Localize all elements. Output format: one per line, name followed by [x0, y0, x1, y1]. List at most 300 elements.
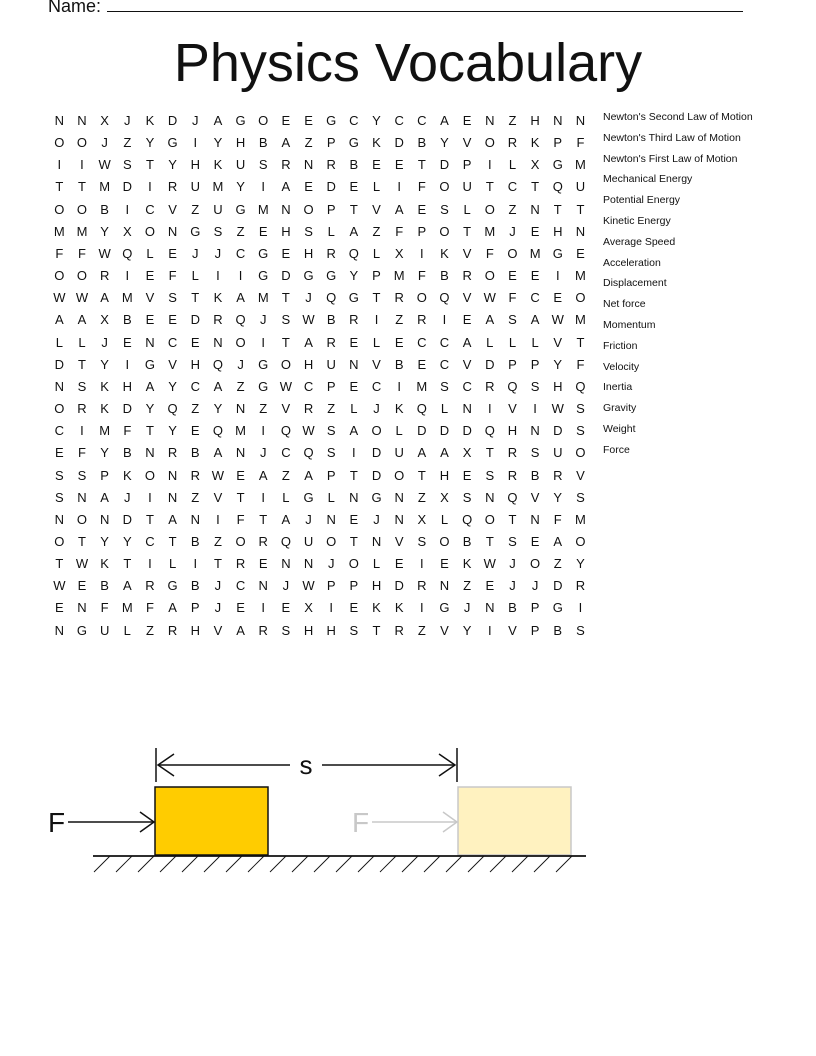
grid-letter: E	[349, 378, 359, 394]
grid-letter: S	[326, 445, 336, 461]
name-blank-line	[107, 0, 743, 12]
grid-letter: E	[440, 556, 449, 572]
grid-letter: H	[122, 378, 132, 394]
grid-letter: A	[100, 489, 109, 505]
grid-letter: X	[122, 223, 132, 239]
grid-letter: N	[371, 533, 382, 549]
grid-letter: S	[530, 378, 540, 394]
grid-letter: E	[304, 179, 313, 195]
grid-letter: E	[236, 467, 245, 483]
grid-letter: N	[54, 622, 65, 638]
grid-letter: C	[54, 423, 65, 439]
grid-letter: S	[417, 533, 427, 549]
grid-letter: W	[98, 157, 111, 173]
grid-letter: U	[462, 179, 472, 195]
grid-letter: O	[484, 201, 495, 217]
grid-letter: G	[552, 600, 563, 616]
grid-letter: I	[420, 556, 424, 572]
grid-letter: S	[508, 533, 517, 549]
grid-letter: P	[326, 201, 336, 217]
grid-letter: R	[349, 312, 359, 328]
grid-letter: B	[190, 445, 200, 461]
grid-letter: F	[553, 511, 562, 527]
grid-letter: N	[485, 600, 495, 616]
grid-letter: D	[167, 113, 178, 128]
grid-letter: M	[99, 179, 111, 195]
grid-letter: T	[281, 334, 290, 350]
name-field	[48, 0, 743, 17]
grid-letter: E	[417, 201, 427, 217]
grid-letter: Q	[326, 290, 337, 306]
grid-letter: V	[372, 356, 381, 372]
grid-letter: I	[148, 489, 152, 505]
grid-letter: W	[551, 312, 564, 328]
grid-letter: D	[485, 356, 495, 372]
grid-letter: Z	[213, 533, 222, 549]
grid-row	[48, 132, 592, 154]
grid-letter: E	[168, 245, 177, 261]
grid-letter: I	[148, 556, 152, 572]
grid-letter: E	[394, 556, 404, 572]
grid-letter: G	[258, 356, 269, 372]
grid-letter: H	[190, 157, 200, 173]
grid-letter: T	[531, 179, 540, 195]
hatch-line	[314, 856, 330, 872]
grid-row	[48, 354, 592, 376]
grid-letter: R	[394, 622, 404, 638]
grid-letter: R	[507, 445, 518, 461]
grid-letter: J	[101, 135, 108, 151]
grid-letter: X	[304, 600, 313, 616]
grid-letter: Y	[576, 556, 585, 572]
grid-letter: S	[508, 312, 517, 328]
grid-row	[48, 420, 592, 442]
grid-letter: O	[439, 533, 450, 549]
grid-row	[48, 376, 592, 398]
grid-letter: G	[167, 135, 178, 151]
grid-letter: J	[509, 556, 516, 572]
grid-letter: B	[349, 157, 359, 173]
grid-letter: A	[145, 378, 155, 394]
word-search-grid	[48, 110, 592, 642]
grid-letter: N	[530, 423, 540, 439]
grid-letter: E	[394, 157, 404, 173]
grid-letter: Q	[303, 445, 314, 461]
grid-letter: H	[303, 245, 314, 261]
grid-letter: W	[211, 467, 225, 483]
grid-letter: X	[417, 511, 427, 527]
grid-letter: W	[302, 423, 315, 439]
grid-letter: N	[575, 113, 586, 128]
grid-letter: B	[326, 312, 336, 328]
grid-letter: C	[371, 378, 382, 394]
grid-row	[48, 553, 592, 575]
grid-letter: E	[462, 113, 472, 128]
grid-letter: N	[530, 201, 540, 217]
grid-letter: L	[327, 223, 335, 239]
grid-letter: I	[397, 378, 401, 394]
grid-letter: Z	[281, 467, 290, 483]
grid-letter: A	[417, 445, 427, 461]
grid-letter: V	[213, 622, 223, 638]
grid-letter: Y	[236, 179, 245, 195]
grid-letter: N	[462, 401, 472, 417]
grid-letter: J	[509, 578, 516, 594]
hatch-line	[446, 856, 462, 872]
grid-letter: T	[349, 467, 358, 483]
grid-letter: R	[507, 467, 518, 483]
grid-letter: I	[238, 268, 243, 284]
grid-letter: I	[80, 423, 84, 439]
grid-letter: K	[372, 600, 381, 616]
grid-letter: C	[417, 334, 427, 350]
grid-letter: A	[236, 622, 245, 638]
grid-letter: D	[394, 578, 404, 594]
grid-letter: P	[326, 467, 336, 483]
grid-letter: R	[394, 290, 404, 306]
grid-letter: N	[349, 356, 359, 372]
force-label-ghost: F	[352, 807, 370, 838]
grid-letter: D	[371, 467, 382, 483]
grid-letter: J	[101, 334, 108, 350]
grid-letter: I	[261, 600, 266, 616]
grid-letter: N	[485, 489, 495, 505]
grid-letter: T	[145, 511, 154, 527]
grid-letter: O	[76, 511, 88, 527]
grid-row	[48, 442, 592, 464]
grid-letter: Y	[553, 356, 563, 372]
grid-letter: S	[462, 489, 472, 505]
grid-letter: R	[167, 445, 178, 461]
grid-letter: C	[167, 334, 178, 350]
grid-letter: K	[100, 378, 109, 394]
grid-letter: O	[484, 511, 495, 527]
grid-letter: W	[483, 290, 496, 306]
grid-letter: W	[75, 556, 89, 572]
grid-letter: F	[417, 268, 426, 284]
grid-letter: R	[167, 622, 178, 638]
grid-letter: T	[576, 201, 585, 217]
grid-letter: G	[326, 268, 337, 284]
grid-letter: C	[145, 533, 155, 549]
grid-letter: L	[531, 334, 539, 350]
grid-letter: P	[349, 578, 359, 594]
grid-letter: N	[145, 445, 155, 461]
grid-letter: J	[237, 356, 244, 372]
grid-letter: I	[125, 268, 130, 284]
grid-letter: Z	[553, 556, 562, 572]
word-list-item: Kinetic Energy	[603, 214, 671, 227]
grid-letter: G	[552, 157, 563, 173]
grid-letter: E	[485, 578, 495, 594]
grid-letter: P	[326, 578, 336, 594]
grid-letter: D	[54, 356, 65, 372]
word-list	[603, 108, 813, 462]
grid-letter: T	[78, 533, 86, 549]
grid-letter: G	[167, 578, 178, 594]
grid-letter: V	[462, 290, 472, 306]
grid-letter: L	[191, 268, 199, 284]
hatch-line	[94, 856, 110, 872]
grid-letter: L	[372, 334, 381, 350]
word-list-item: Velocity	[603, 360, 640, 373]
grid-letter: O	[144, 467, 156, 483]
grid-letter: A	[440, 113, 449, 128]
grid-letter: J	[124, 113, 131, 128]
grid-letter: V	[168, 356, 177, 372]
grid-row	[48, 309, 592, 331]
grid-letter: O	[54, 401, 65, 417]
grid-letter: O	[54, 135, 65, 151]
grid-letter: O	[575, 290, 586, 306]
grid-letter: I	[420, 245, 424, 261]
grid-letter: N	[258, 578, 268, 594]
grid-letter: P	[326, 135, 336, 151]
grid-letter: F	[168, 268, 177, 284]
grid-letter: U	[394, 445, 404, 461]
grid-letter: Z	[123, 135, 132, 151]
grid-letter: S	[77, 378, 87, 394]
grid-letter: I	[487, 622, 492, 638]
grid-letter: F	[123, 423, 132, 439]
grid-letter: E	[258, 223, 268, 239]
grid-letter: U	[575, 179, 586, 195]
grid-letter: Y	[145, 401, 155, 417]
word-list-item: Newton's First Law of Motion	[603, 152, 738, 165]
grid-letter: N	[485, 113, 495, 128]
grid-letter: N	[349, 489, 359, 505]
grid-letter: S	[530, 445, 540, 461]
grid-letter: I	[352, 445, 356, 461]
grid-letter: R	[190, 467, 200, 483]
grid-letter: T	[78, 179, 86, 195]
grid-letter: O	[371, 423, 382, 439]
block-ghost	[458, 787, 571, 855]
grid-letter: O	[416, 290, 427, 306]
grid-letter: H	[235, 135, 246, 151]
grid-letter: U	[553, 445, 563, 461]
grid-letter: R	[462, 268, 472, 284]
grid-letter: P	[462, 157, 472, 173]
grid-letter: P	[530, 622, 540, 638]
grid-letter: V	[508, 401, 517, 417]
grid-letter: S	[77, 467, 87, 483]
grid-letter: G	[258, 245, 269, 261]
grid-letter: M	[235, 423, 246, 439]
grid-letter: E	[349, 179, 359, 195]
grid-letter: T	[213, 556, 222, 572]
grid-letter: A	[213, 378, 223, 394]
grid-letter: C	[530, 290, 540, 306]
grid-letter: I	[487, 401, 492, 417]
grid-row	[48, 265, 592, 287]
grid-letter: T	[372, 290, 381, 306]
grid-letter: O	[76, 268, 88, 284]
grid-letter: A	[77, 312, 87, 328]
grid-letter: A	[462, 334, 472, 350]
grid-letter: K	[213, 290, 223, 306]
grid-letter: A	[213, 113, 223, 128]
grid-letter: G	[348, 290, 359, 306]
grid-letter: G	[258, 268, 269, 284]
grid-letter: Q	[122, 245, 133, 261]
grid-letter: R	[507, 135, 518, 151]
hatch-line	[270, 856, 286, 872]
grid-letter: R	[99, 268, 110, 284]
grid-letter: J	[214, 578, 222, 594]
grid-letter: F	[78, 245, 86, 261]
grid-letter: O	[507, 245, 518, 261]
grid-letter: Y	[553, 489, 563, 505]
hatch-line	[138, 856, 154, 872]
grid-letter: E	[530, 268, 540, 284]
grid-letter: R	[575, 578, 586, 594]
grid-letter: K	[394, 401, 404, 417]
grid-letter: F	[417, 179, 426, 195]
grid-letter: O	[394, 467, 405, 483]
grid-letter: Y	[168, 157, 177, 173]
grid-letter: C	[303, 378, 314, 394]
grid-letter: J	[259, 312, 267, 328]
grid-letter: Q	[348, 245, 359, 261]
grid-letter: N	[54, 511, 65, 527]
grid-letter: I	[374, 312, 379, 328]
grid-letter: T	[281, 290, 290, 306]
grid-letter: A	[304, 467, 313, 483]
grid-letter: H	[303, 356, 314, 372]
grid-letter: E	[508, 268, 517, 284]
grid-letter: L	[146, 245, 154, 261]
grid-letter: V	[372, 201, 381, 217]
grid-letter: T	[485, 533, 494, 549]
grid-letter: W	[302, 312, 315, 328]
grid-letter: K	[530, 135, 540, 151]
grid-letter: O	[144, 223, 156, 239]
grid-letter: A	[281, 511, 291, 527]
grid-letter: T	[236, 489, 245, 505]
grid-letter: J	[463, 600, 471, 616]
grid-letter: W	[53, 578, 66, 594]
grid-letter: B	[417, 135, 427, 151]
grid-letter: R	[213, 312, 223, 328]
grid-letter: T	[485, 179, 494, 195]
grid-letter: A	[258, 467, 268, 483]
grid-letter: E	[417, 356, 427, 372]
grid-letter: F	[236, 511, 245, 527]
grid-letter: S	[281, 312, 291, 328]
grid-letter: O	[235, 533, 246, 549]
grid-letter: H	[190, 356, 200, 372]
grid-letter: G	[235, 201, 246, 217]
grid-letter: H	[371, 578, 382, 594]
grid-letter: Q	[416, 401, 427, 417]
grid-letter: G	[552, 245, 563, 261]
grid-letter: D	[439, 423, 450, 439]
grid-letter: F	[508, 290, 517, 306]
grid-row	[48, 575, 592, 597]
hatch-line	[248, 856, 264, 872]
grid-letter: V	[281, 401, 291, 417]
grid-letter: E	[145, 312, 155, 328]
grid-letter: X	[462, 445, 472, 461]
grid-letter: F	[100, 600, 109, 616]
grid-letter: E	[145, 268, 155, 284]
grid-letter: N	[575, 223, 586, 239]
grid-letter: I	[329, 600, 334, 616]
grid-letter: V	[553, 334, 563, 350]
hatch-line	[336, 856, 352, 872]
grid-row	[48, 620, 592, 642]
grid-letter: G	[303, 489, 314, 505]
grid-letter: I	[261, 489, 266, 505]
grid-letter: C	[394, 113, 404, 128]
grid-letter: F	[576, 135, 585, 151]
grid-row	[48, 176, 592, 198]
name-label: Name:	[48, 0, 102, 16]
grid-letter: T	[372, 622, 381, 638]
grid-letter: M	[121, 290, 133, 306]
grid-letter: F	[576, 356, 585, 372]
grid-letter: S	[281, 622, 291, 638]
grid-letter: D	[190, 312, 200, 328]
word-list-item: Newton's Third Law of Motion	[603, 131, 741, 144]
grid-letter: E	[190, 334, 200, 350]
grid-letter: G	[326, 113, 337, 128]
grid-letter: B	[100, 201, 109, 217]
grid-letter: O	[235, 334, 246, 350]
grid-letter: I	[555, 268, 560, 284]
grid-letter: D	[553, 578, 563, 594]
grid-letter: N	[530, 511, 540, 527]
hatch-line	[182, 856, 198, 872]
grid-letter: L	[282, 489, 290, 505]
grid-letter: S	[485, 467, 495, 483]
grid-letter: Z	[145, 622, 154, 638]
grid-letter: J	[305, 511, 312, 527]
grid-letter: S	[54, 467, 64, 483]
grid-letter: E	[54, 600, 64, 616]
grid-letter: G	[76, 622, 88, 638]
grid-letter: J	[282, 578, 290, 594]
grid-letter: V	[440, 622, 449, 638]
grid-letter: M	[575, 157, 586, 173]
grid-letter: M	[257, 201, 269, 217]
grid-letter: K	[122, 467, 132, 483]
grid-letter: E	[576, 245, 585, 261]
grid-letter: A	[236, 290, 245, 306]
grid-letter: Z	[417, 489, 426, 505]
grid-letter: E	[190, 423, 200, 439]
grid-letter: T	[576, 334, 585, 350]
grid-letter: R	[417, 312, 427, 328]
grid-letter: G	[258, 378, 269, 394]
grid-letter: N	[394, 489, 404, 505]
grid-letter: I	[578, 600, 583, 616]
grid-letter: A	[304, 334, 313, 350]
grid-letter: H	[281, 223, 291, 239]
grid-letter: T	[145, 423, 154, 439]
grid-letter: P	[530, 356, 540, 372]
grid-letter: H	[303, 622, 314, 638]
grid-letter: V	[462, 245, 472, 261]
grid-letter: N	[326, 511, 336, 527]
grid-letter: M	[575, 268, 586, 284]
grid-letter: N	[77, 600, 87, 616]
grid-letter: N	[553, 113, 563, 128]
grid-letter: X	[100, 113, 109, 128]
grid-letter: P	[100, 467, 109, 483]
grid-letter: P	[417, 223, 427, 239]
